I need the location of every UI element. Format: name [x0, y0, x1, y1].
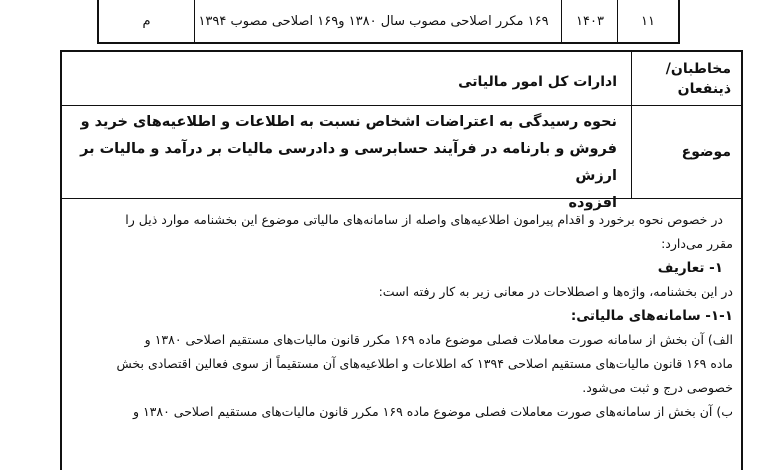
row-mark: م: [142, 13, 151, 29]
subject-line: فروش و بارنامه در فرآیند حسابرسی و دادرسی مالیات بر درآمد و مالیات بر ارزش: [80, 141, 617, 184]
paragraph-b-line: ب) آن بخش از سامانه‌های صورت معاملات فصلی موضوع ماده ۱۶۹ مکرر قانون مالیات‌های مستقیم اصلاحی ۱۳۸۰ و: [132, 404, 733, 419]
row-number: ۱۱: [617, 0, 678, 42]
subject-line: نحوه رسیدگی به اعتراضات اشخاص نسبت به اطلاعات و اطلاعیه‌های خرید و: [80, 114, 617, 130]
row-year: ۱۴۰۳: [561, 0, 618, 42]
subject-label: موضوع: [631, 105, 741, 198]
intro-line: مقرر می‌دارد:: [661, 236, 733, 251]
subject-value: [62, 105, 631, 211]
definitions-intro: در این بخشنامه، واژه‌ها و اصطلاحات در معانی زیر به کار رفته است:: [378, 284, 733, 299]
circular-table: [60, 50, 743, 470]
audience-label-line2: ذینفعان: [677, 80, 731, 97]
audience-value: ادارات کل امور مالیاتی: [458, 73, 617, 90]
body-text: [62, 202, 741, 470]
row-description: ۱۶۹ مکرر اصلاحی مصوب سال ۱۳۸۰ و۱۶۹ اصلاحی مصوب ۱۳۹۴: [194, 0, 562, 42]
paragraph-a-line: ماده ۱۶۹ قانون مالیات‌های مستقیم اصلاحی ۱۳۹۴ که اطلاعات و اطلاعیه‌های آن مستقیماً از سوی فعالین اقتصادی بخش: [116, 356, 733, 371]
audience-label: [631, 52, 741, 105]
subject-line: افزوده: [568, 195, 617, 211]
subject-row: [62, 105, 741, 211]
previous-table-row: [97, 0, 680, 44]
paragraph-a-line: الف) آن بخش از سامانه صورت معاملات فصلی موضوع ماده ۱۶۹ مکرر قانون مالیات‌های مستقیم اصلاحی ۱۳۸۰ و: [144, 332, 733, 347]
heading-definitions: ۱- تعاریف: [657, 260, 723, 276]
paragraph-a-line: خصوصی درج و ثبت می‌شود.: [582, 380, 733, 395]
audience-row: [62, 52, 741, 106]
audience-label-line1: مخاطبان/: [665, 60, 731, 77]
heading-tax-systems: ۱-۱- سامانه‌های مالیاتی:: [570, 308, 733, 324]
intro-line: در خصوص نحوه برخورد و اقدام پیرامون اطلاعیه‌های واصله از سامانه‌های مالیاتی موضوع این بخشنامه موارد ذیل را: [125, 212, 723, 227]
